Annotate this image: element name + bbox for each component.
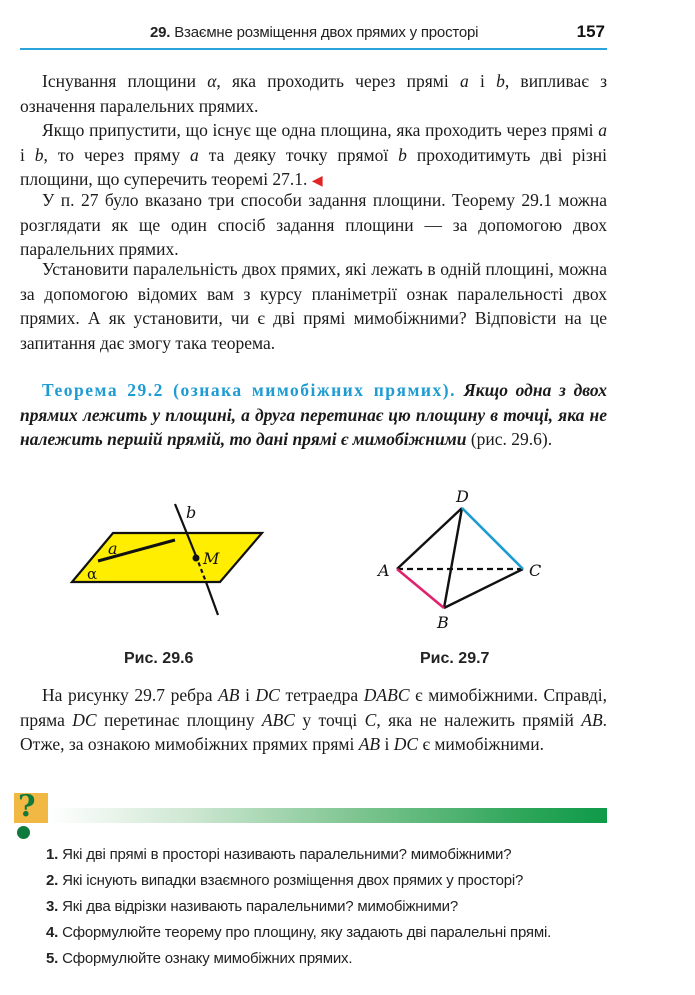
- text: і: [20, 144, 35, 165]
- math-b: b: [34, 144, 44, 165]
- question-text: Сформулюйте теорему про площину, яку задають дві паралельні прямі.: [62, 924, 552, 941]
- question-text: Які дві прямі в просторі називають паралельними? мимобіжними?: [62, 846, 512, 863]
- math-DC: DC: [393, 734, 419, 754]
- edge-AB: [397, 569, 444, 608]
- theorem-title: Теорема 29.2 (ознака мимобіжних прямих).: [42, 380, 456, 400]
- paragraph-3: [20, 188, 607, 262]
- text: є мимобіжними.: [418, 734, 544, 754]
- math-DC: DC: [72, 709, 97, 730]
- question-text: Сформулюйте ознаку мимобіжних прямих.: [62, 950, 353, 967]
- text: і: [468, 71, 497, 91]
- question-item: [46, 894, 551, 920]
- question-number: 1.: [46, 846, 59, 863]
- paragraph-5: [20, 683, 607, 757]
- label-b: b: [186, 503, 197, 522]
- figure-reference: (рис. 29.6).: [466, 429, 553, 449]
- text: Установити паралельність двох прямих, які лежать в одній площині, можна за допомогою відомих вам з курсу планіметрії ознак паралельності двох прямих. А як установити, чи є дві прямі мимобіжними? Відповісти на це запитання дає змогу така теорема.: [20, 259, 607, 353]
- question-item: [46, 868, 551, 894]
- question-number: 3.: [46, 898, 59, 915]
- text: і: [380, 734, 394, 754]
- question-mark-icon: [14, 789, 48, 824]
- question-number: 5.: [46, 950, 59, 967]
- text: . Отже, за ознакою мимобіжних прямих прямі: [20, 709, 608, 754]
- section-title: [150, 24, 478, 41]
- question-number: 4.: [46, 924, 59, 941]
- question-text: Які два відрізки називають паралельними? мимобіжними?: [62, 898, 458, 915]
- label-M: M: [203, 549, 220, 568]
- math-C: C: [364, 709, 377, 730]
- edge-DC: [462, 508, 523, 569]
- text: є мимобіжними. Справді, пряма: [20, 685, 607, 730]
- math-DABC: DABC: [363, 685, 410, 705]
- label-B: B: [437, 613, 449, 632]
- section-number: 29.: [150, 24, 171, 41]
- math-DC: DC: [255, 685, 280, 705]
- math-ABC: ABC: [261, 709, 295, 730]
- question-text: Які існують випадки взаємного розміщення двох прямих у просторі?: [62, 872, 524, 889]
- plane-alpha: [72, 533, 262, 582]
- page-number: 157: [576, 22, 605, 41]
- figure-29-7-caption: Рис. 29.7: [420, 650, 490, 667]
- label-alpha: α: [87, 565, 98, 583]
- theorem-body: Якщо одна з двох прямих лежить у площині, а друга перетинає цю площину в точці, яка не належить першій прямій, то дані прямі є мимобіжними: [20, 380, 607, 449]
- question-mark-glyph: ?: [18, 789, 36, 824]
- question-item: [46, 946, 551, 972]
- math-alpha: α: [207, 71, 217, 91]
- label-C: C: [529, 561, 542, 580]
- math-AB: AB: [358, 734, 381, 754]
- question-dot-icon: [17, 826, 30, 839]
- math-b: b: [398, 144, 407, 165]
- text: На рисунку 29.7 ребра: [42, 685, 219, 705]
- theorem-29-2: [20, 378, 607, 452]
- paragraph-4: [20, 257, 607, 355]
- label-D: D: [456, 487, 469, 506]
- paragraph-2: [20, 118, 607, 195]
- question-number: 2.: [46, 872, 59, 889]
- text: тетраедра: [279, 685, 364, 705]
- math-AB: AB: [581, 709, 603, 730]
- point-M: [193, 555, 200, 562]
- edge-BC: [444, 569, 523, 608]
- text: , яка проходить через прямі: [216, 71, 460, 91]
- text: Існування площини: [42, 71, 208, 91]
- text: перетинає площину: [96, 709, 262, 730]
- text: і: [239, 685, 256, 705]
- text: у точці: [294, 709, 365, 730]
- text: та деяку точку прямої: [198, 144, 399, 165]
- line-b-lower: [206, 582, 218, 615]
- questions-gradient-bar: [48, 808, 607, 823]
- label-a: a: [108, 539, 118, 558]
- math-b: b: [496, 71, 505, 91]
- section-title-text: Взаємне розміщення двох прямих у просторі: [174, 24, 479, 41]
- text: , випливає з означення паралельних прямих.: [20, 71, 607, 116]
- page-header: [20, 18, 607, 50]
- figure-29-6: [50, 490, 290, 630]
- paragraph-1: [20, 69, 607, 118]
- math-a: a: [459, 71, 469, 91]
- text: У п. 27 було вказано три способи задання площини. Теорему 29.1 можна розглядати як ще один спосіб задання площини — за допомогою двох паралельних прямих.: [20, 190, 607, 259]
- label-A: A: [378, 561, 390, 580]
- text: Якщо припустити, що існує ще одна площина, яка проходить через прямі: [42, 120, 599, 140]
- question-item: [46, 920, 551, 946]
- text: , то через пряму: [43, 144, 191, 165]
- text: проходитимуть дві різні площини, що суперечить теоремі 27.1.: [20, 144, 607, 189]
- math-a: a: [190, 144, 199, 165]
- proof-end-triangle-icon: ◀: [311, 174, 323, 189]
- figure-29-7: [360, 480, 560, 640]
- figure-29-6-caption: Рис. 29.6: [124, 650, 194, 667]
- text: , яка не належить прямій: [376, 709, 582, 730]
- math-AB: AB: [218, 685, 240, 705]
- math-a: a: [598, 120, 607, 140]
- question-item: [46, 842, 551, 868]
- review-questions-list: [46, 842, 551, 972]
